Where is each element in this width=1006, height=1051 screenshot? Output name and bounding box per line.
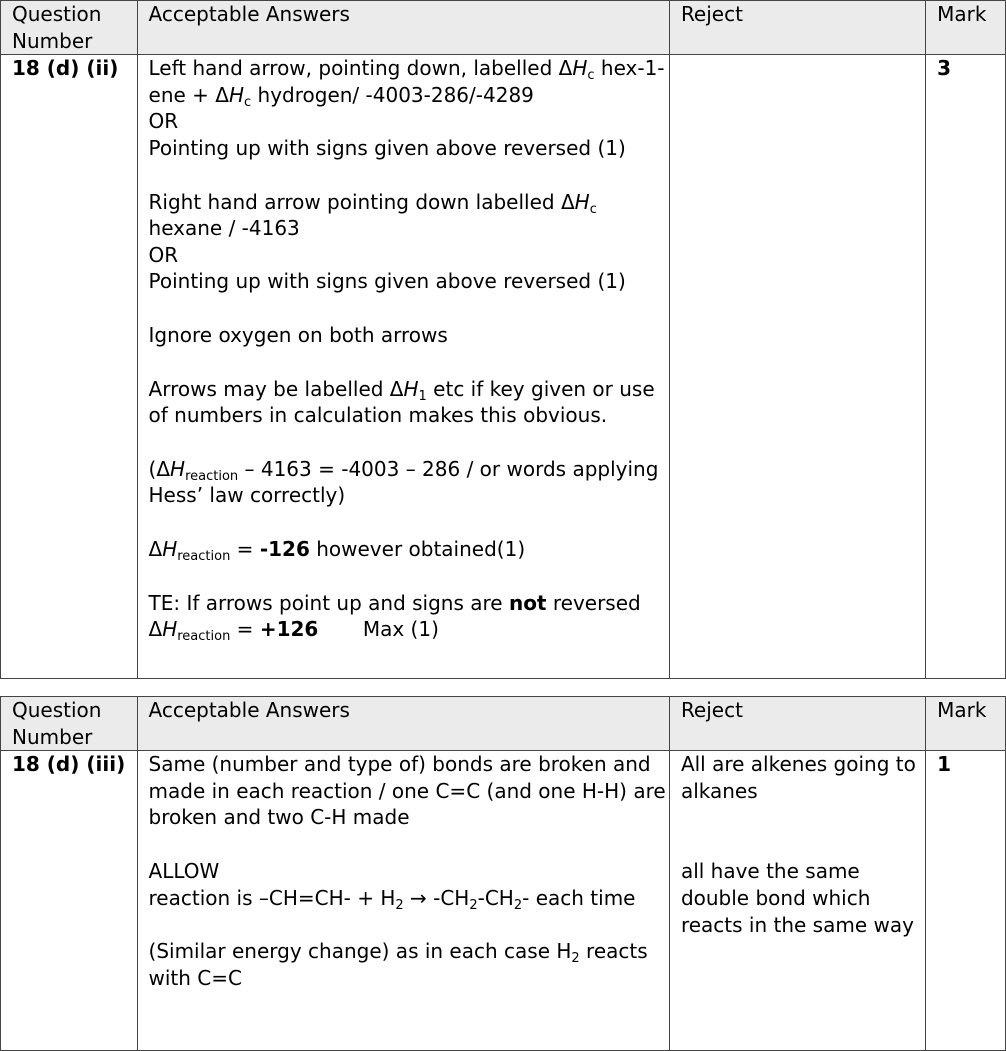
reject-cell — [669, 55, 925, 679]
mark-value: 1 — [926, 751, 1006, 1051]
reject-cell — [669, 751, 925, 1051]
answer-result: $\Delta H_{reaction} = -126$ however obtained(1) — [148, 536, 526, 564]
answer-right-arrow-alt: Pointing up with signs given above reversed (1) — [148, 269, 626, 294]
header-row — [1, 697, 1006, 751]
header-reject: Reject — [669, 697, 925, 751]
answer-allow: ALLOW — [148, 858, 220, 883]
acceptable-answers-cell — [137, 55, 669, 679]
table-row — [1, 751, 1006, 1051]
acceptable-answers-cell — [137, 751, 669, 1051]
reject-double-bond: all have the same double bond which reacts in the same way — [680, 859, 914, 937]
answer-te: TE: If arrows point up and signs are not reversed $\Delta H_{reaction} = +126$ Max (1) — [148, 590, 641, 645]
answer-left-arrow-alt: Pointing up with signs given above reversed (1) — [148, 135, 626, 160]
answer-ignore-oxygen: Ignore oxygen on both arrows — [148, 322, 448, 347]
answer-similar-energy: (Similar energy change) as in each case $H_2$ reacts with C=C — [148, 939, 648, 990]
mark-scheme-table-18d-iii — [0, 696, 1006, 1051]
answer-bonds: Same (number and type of) bonds are broken and made in each reaction / one C=C (and one H-H) are broken and two C-H made — [148, 752, 666, 830]
mark-value: 3 — [926, 55, 1006, 679]
header-question-number: Question Number — [1, 697, 138, 751]
header-acceptable-answers: Acceptable Answers — [137, 1, 669, 55]
header-question-number: Question Number — [1, 1, 138, 55]
header-acceptable-answers: Acceptable Answers — [137, 697, 669, 751]
question-number: 18 (d) (iii) — [1, 751, 138, 1051]
table-row — [1, 55, 1006, 679]
or-text: OR — [148, 109, 179, 134]
or-text: OR — [148, 242, 179, 267]
answer-reaction: reaction is $-CH=CH- + H_2 \to -CH_2-CH_2-$ each time — [148, 885, 636, 913]
header-row — [1, 1, 1006, 55]
header-mark: Mark — [926, 1, 1006, 55]
reject-alkenes: All are alkenes going to alkanes — [680, 752, 916, 803]
header-reject: Reject — [669, 1, 925, 55]
answer-arrow-labels: Arrows may be labelled $\Delta H_1$ etc if key given or use of numbers in calculation makes this obvious. — [148, 376, 655, 428]
answer-hess-law: ($\Delta H_{reaction} - 4163 = -4003 - 286$ / or words applying Hess’ law correctly) — [148, 456, 659, 508]
header-mark: Mark — [926, 697, 1006, 751]
question-number: 18 (d) (ii) — [1, 55, 138, 679]
answer-left-arrow: Left hand arrow, pointing down, labelled $\Delta H_c$ $hex-1-ene + \Delta H_c$ hydrogen/ -4003-286/-4289 — [148, 56, 665, 110]
answer-right-arrow: Right hand arrow pointing down labelled $\Delta H_c$ hexane / -4163 — [148, 189, 597, 241]
